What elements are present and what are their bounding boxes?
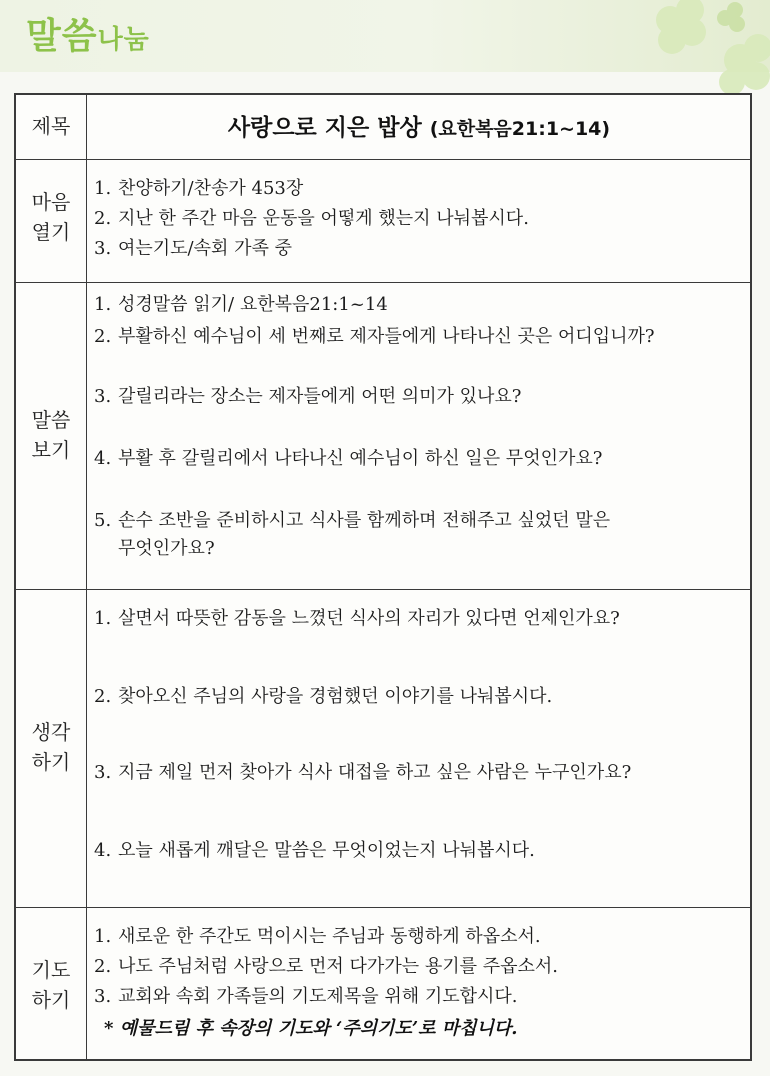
title-label: 제목: [31, 114, 71, 138]
closing-note: * 예물드림 후 속장의 기도와 ‘주의기도’로 마칩니다.: [104, 1018, 518, 1039]
list-item: 5. 손수 조반을 준비하시고 식사를 함께하며 전해주고 싶었던 말은: [94, 510, 611, 531]
divider: [16, 589, 750, 590]
list-item: 2. 지난 한 주간 마음 운동을 어떻게 했는지 나눠봅시다.: [94, 208, 529, 229]
list-item: 2. 나도 주님처럼 사랑으로 먼저 다가가는 용기를 주옵소서.: [94, 956, 558, 977]
list-item: 3. 교회와 속회 가족들의 기도제목을 위해 기도합시다.: [94, 986, 518, 1007]
list-item-continuation: 무엇인가요?: [118, 538, 215, 559]
list-item: 1. 성경말씀 읽기/ 요한복음21:1~14: [94, 294, 388, 315]
lesson-title: [86, 109, 752, 142]
section-title: [26, 8, 150, 59]
open-heart-label: 마음 열기: [31, 190, 71, 244]
lesson-reference: (요한복음21:1~14): [429, 118, 611, 140]
lesson-title-text: 사랑으로 지은 밥상: [227, 115, 422, 141]
word-view-label: 말씀 보기: [31, 408, 71, 462]
divider: [16, 907, 750, 908]
list-item: 3. 여는기도/속회 가족 중: [94, 238, 292, 259]
section-title-sub: 나눔: [97, 25, 150, 55]
list-item: 2. 부활하신 예수님이 세 번째로 제자들에게 나타나신 곳은 어디입니까?: [94, 326, 655, 347]
discussion-card: [14, 93, 752, 1061]
list-item: 4. 오늘 새롭게 깨달은 말씀은 무엇이었는지 나눠봅시다.: [94, 840, 535, 861]
list-item: 3. 지금 제일 먼저 찾아가 식사 대접을 하고 싶은 사람은 누구인가요?: [94, 762, 632, 783]
think-label: 생각 하기: [31, 720, 71, 774]
list-item: 1. 살면서 따뜻한 감동을 느꼈던 식사의 자리가 있다면 언제인가요?: [94, 608, 620, 629]
header-banner: [0, 0, 770, 72]
section-title-main: 말씀: [26, 16, 98, 57]
list-item: 1. 새로운 한 주간도 먹이시는 주님과 동행하게 하옵소서.: [94, 926, 541, 947]
list-item: 1. 찬양하기/찬송가 453장: [94, 178, 304, 199]
divider: [16, 282, 750, 283]
list-item: 3. 갈릴리라는 장소는 제자들에게 어떤 의미가 있나요?: [94, 386, 522, 407]
divider: [16, 159, 750, 160]
list-item: 2. 찾아오신 주님의 사랑을 경험했던 이야기를 나눠봅시다.: [94, 686, 553, 707]
list-item: 4. 부활 후 갈릴리에서 나타나신 예수님이 하신 일은 무엇인가요?: [94, 448, 603, 469]
pray-label: 기도 하기: [31, 958, 71, 1012]
